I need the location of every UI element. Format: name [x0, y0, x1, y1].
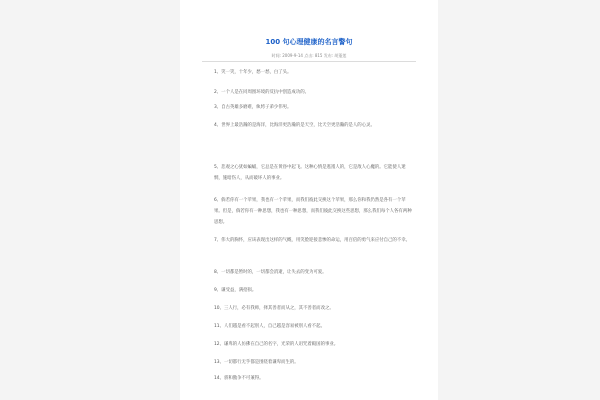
- quote-item: 6、倘若你有一个苹果，我也有一个苹果，而我们彼此交换这个苹果，那么你和我仍然是各有一个苹果。但是，倘若你有一种思想，我也有一种思想，而我们彼此交换这些思想，那么我们每个人各有两种思想。: [214, 198, 412, 225]
- quote-item: 8、一切都是暂时的，一切都会消逝，让失去的变为可爱。: [214, 270, 327, 275]
- quote-item: 11、人们越是看不起别人，自己越是容易被别人看不起。: [214, 324, 325, 329]
- quote-item: 7、伟大的胸怀，应该表现出这样的气概，用笑脸迎接悲惨的命运，用百倍的勇气来应付自己的不幸。: [214, 238, 410, 243]
- title-divider: [202, 61, 416, 62]
- quote-item: 9、谦受益，满招损。: [214, 288, 257, 293]
- quote-item: 2、一个人是在同周围环境的反抗中创造成功的。: [214, 90, 309, 95]
- quote-item: 4、世界上最浩瀚的是海洋，比海洋更浩瀚的是天空，比天空更浩瀚的是人的心灵。: [214, 123, 375, 128]
- quote-item: 13、一切都行无乎都是围绕着谦卑而生的。: [214, 360, 299, 365]
- quote-item: 10、三人行，必有我师，择其善者而从之，其不善者而改之。: [214, 306, 334, 311]
- article-meta: 时间: 2009-9-14 点击: 815 发布: 胡蓬莲: [271, 53, 347, 58]
- quote-item: 1、笑一笑，十年少，愁一愁，白了头。: [214, 70, 292, 75]
- quote-item: 12、谦卑的人仿佛在自己的名字，光荣的人诅咒着殿国的事业。: [214, 342, 339, 347]
- quote-item: 3、自古英雄多磨难，纨绔子弟少伟男。: [214, 105, 292, 110]
- article-page: [180, 0, 438, 400]
- quote-item: 14、骄和傲争不可兼得。: [214, 376, 264, 381]
- quote-item: 5、悲观之心犹如蝙蝠，它总是在黄昏中起飞。这种心情是逃遁人的，它是敌人心魔的。它能使人迷惘，施暗伤人，从而破坏人的事业。: [214, 165, 406, 181]
- article-title: 100 句心理健康的名言警句: [265, 38, 353, 46]
